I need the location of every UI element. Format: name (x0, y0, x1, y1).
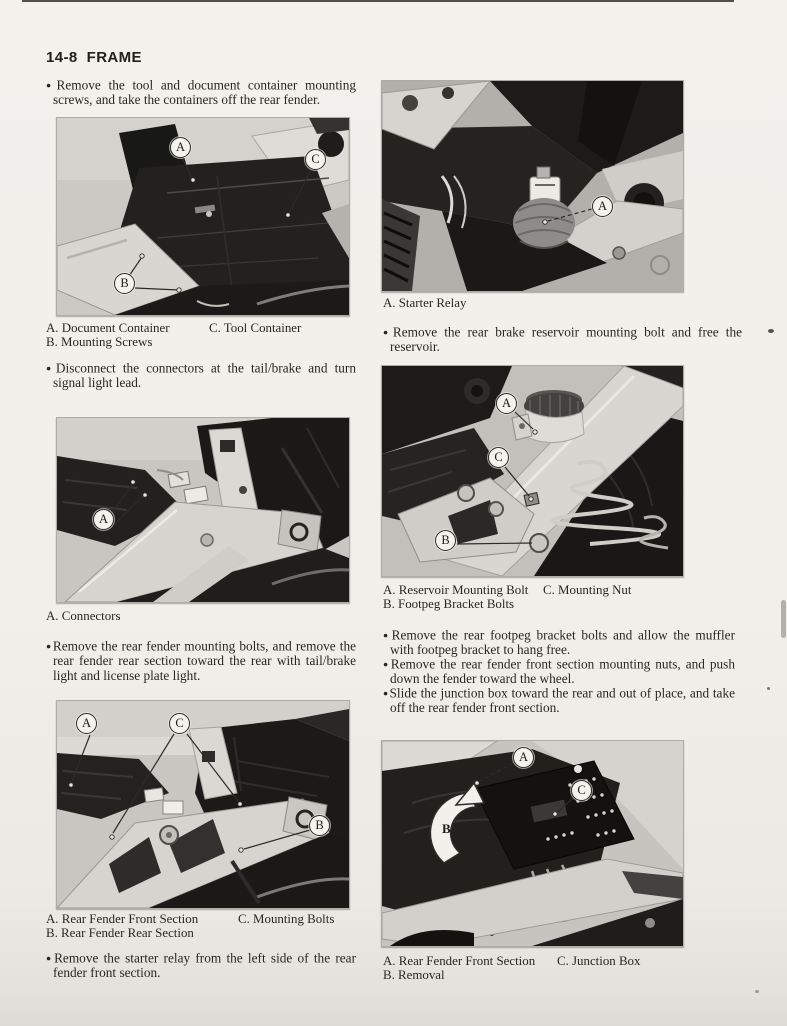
photo-brake-reservoir (381, 365, 684, 577)
photo-caption (383, 583, 735, 611)
step-text: Disconnect the connectors at the tail/brake and turn signal light lead. (53, 360, 356, 391)
caption-item-b: B. Footpeg Bracket Bolts (383, 597, 515, 611)
caption-item-b: B. Removal (383, 968, 445, 982)
bullet-icon: ● (46, 363, 56, 373)
callout-b: B (309, 815, 330, 836)
photo-caption (383, 296, 735, 310)
instruction-step (383, 325, 742, 355)
instruction-step (383, 657, 735, 686)
caption-item-c: C. Tool Container (209, 321, 302, 335)
instruction-step (46, 361, 356, 391)
bullet-icon: ● (46, 953, 55, 963)
callout-a: A (93, 509, 114, 530)
bullet-icon: ● (383, 658, 391, 669)
photo-caption (46, 321, 349, 349)
step-text: Remove the rear fender front section mounting nuts, and push down the fender toward the wheel. (390, 656, 735, 686)
callout-c: C (169, 713, 190, 734)
scan-speck (767, 687, 770, 690)
caption-item-a: A. Connectors (46, 609, 121, 623)
callout-c: C (488, 447, 509, 468)
caption-item-a: A. Starter Relay (383, 296, 467, 310)
callout-a: A (496, 393, 517, 414)
page-number: 14-8 (46, 49, 78, 66)
bullet-icon: ● (383, 687, 390, 698)
bullet-icon: ● (46, 641, 53, 651)
instruction-step-group (383, 628, 735, 715)
step-text: Remove the rear fender mounting bolts, and remove the rear fender rear section toward the rear with tail/​brake light and license plate light. (52, 638, 356, 684)
callout-c: C (571, 780, 592, 801)
step-text: Slide the junction box toward the rear and out of place, and take off the rear fender front section. (389, 685, 735, 715)
photo-starter-relay (381, 80, 684, 292)
caption-item-c: C. Mounting Nut (543, 583, 632, 597)
photo-illustration (382, 366, 683, 576)
instruction-step (383, 628, 735, 657)
photo-illustration (57, 118, 349, 315)
photo-caption (46, 609, 349, 623)
caption-item-b: B. Rear Fender Rear Section (46, 926, 194, 940)
caption-item-a: A. Rear Fender Front Section (46, 912, 199, 926)
callout-c: C (305, 149, 326, 170)
instruction-step (46, 951, 356, 981)
callout-b: B (442, 821, 451, 836)
photo-caption (383, 954, 735, 982)
photo-illustration (57, 701, 349, 908)
photo-illustration (382, 81, 683, 291)
bullet-icon: ● (46, 80, 57, 90)
instruction-step (46, 639, 356, 684)
photo-connectors (56, 417, 350, 603)
scan-smudge (781, 600, 786, 638)
callout-a: A (513, 747, 534, 768)
page-title (46, 49, 142, 66)
caption-item-c: C. Mounting Bolts (238, 912, 335, 926)
step-text: Remove the rear brake reservoir mounting bolt and free the reservoir. (390, 324, 742, 355)
callout-a: A (170, 137, 191, 158)
caption-item-a: A. Document Container (46, 321, 170, 335)
bullet-icon: ● (383, 327, 393, 337)
photo-caption (46, 912, 349, 940)
scan-speck (755, 990, 759, 993)
step-text: Remove the rear footpeg bracket bolts and allow the muffler with footpeg bracket to hang free. (390, 627, 735, 657)
callout-a: A (592, 196, 613, 217)
instruction-step (383, 686, 735, 715)
caption-item-b: B. Mounting Screws (46, 335, 153, 349)
caption-item-a: A. Reservoir Mounting Bolt (383, 583, 529, 597)
instruction-step (46, 78, 356, 108)
photo-junction-box (381, 740, 684, 947)
callout-a: A (76, 713, 97, 734)
page-top-rule (22, 0, 734, 2)
photo-rear-fender-sections (56, 700, 350, 909)
photo-illustration (382, 741, 683, 946)
step-text: Remove the starter relay from the left side of the rear fender front section. (53, 950, 357, 981)
section-title: FRAME (86, 49, 142, 66)
photo-tool-document-container (56, 117, 350, 316)
scan-speck (768, 329, 774, 333)
bullet-icon: ● (383, 630, 392, 640)
caption-item-a: A. Rear Fender Front Section (383, 954, 536, 968)
callout-b: B (435, 530, 456, 551)
caption-item-c: C. Junction Box (557, 954, 641, 968)
step-text: Remove the tool and document container mounting screws, and take the containers off the rear fender. (53, 77, 357, 108)
callout-b: B (114, 273, 135, 294)
